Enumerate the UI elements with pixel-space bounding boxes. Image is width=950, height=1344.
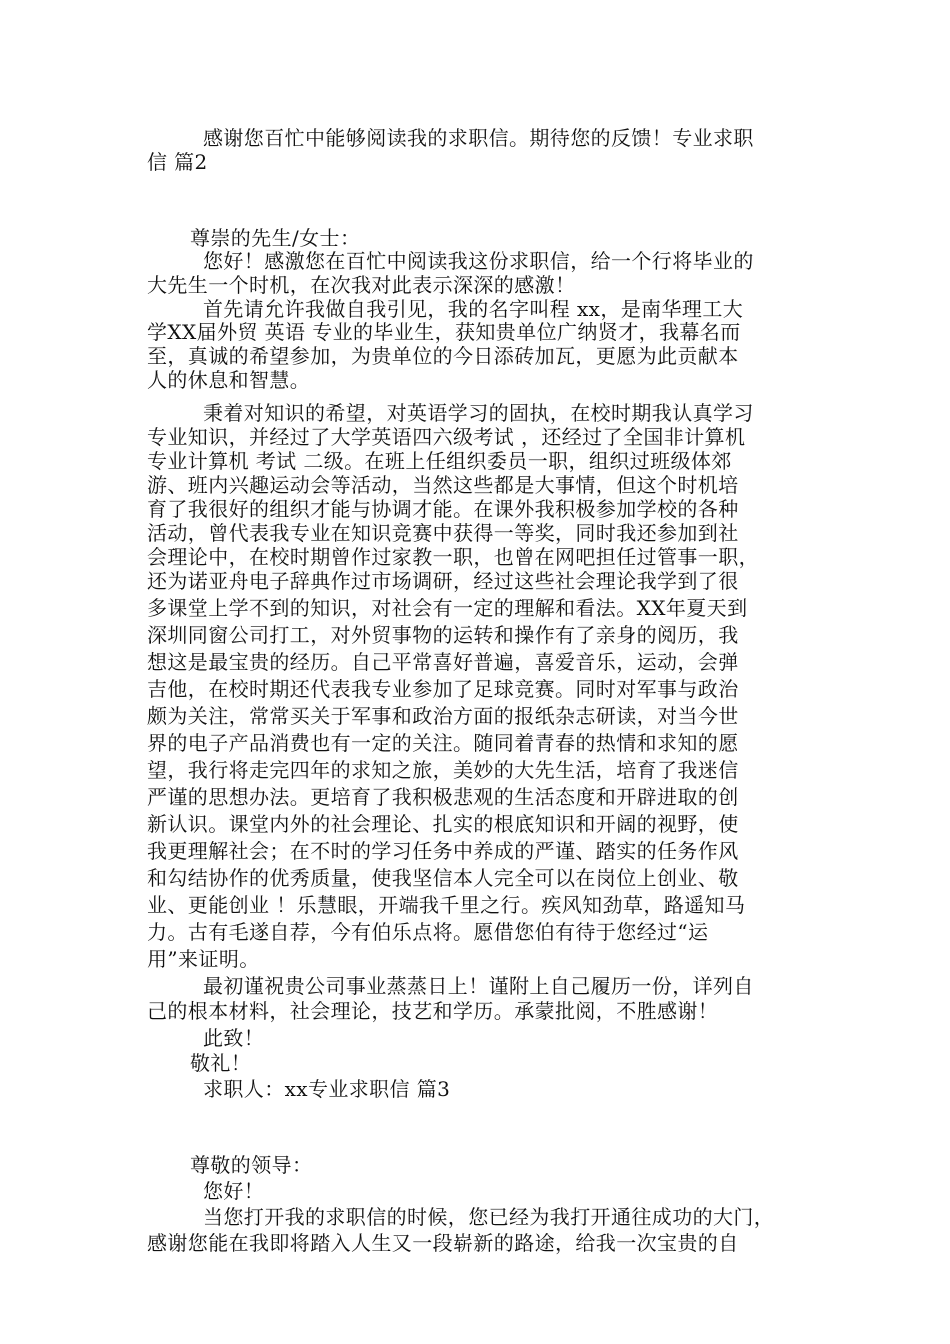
text-line: 己的根本材料，社会理论，技艺和学历。承蒙批阅，不胜感谢！: [147, 999, 719, 1023]
text-line: 当您打开我的求职信的时候，您已经为我打开通往成功的大门，: [203, 1205, 775, 1229]
text-line: 首先请允许我做自我引见，我的名字叫程 xx，是南华理工大: [203, 297, 744, 321]
text-line: 界的电子产品消费也有一定的关注。随同着青春的热情和求知的愿: [147, 731, 739, 755]
closing-line: 敬礼！: [190, 1051, 252, 1075]
text-line: 最初谨祝贵公司事业蒸蒸日上！谨附上自己履历一份，详列自: [203, 974, 754, 998]
text-line: 严谨的思想办法。更培育了我积极悲观的生活态度和开辟进取的创: [147, 785, 739, 809]
text-line: 望，我行将走完四年的求知之旅，美妙的大先生活，培育了我迷信: [147, 758, 739, 782]
text-line: 业、更能创业 ！乐慧眼，开端我千里之行。疾风知劲草，路遥知马: [147, 893, 746, 917]
text-line: 深圳同窗公司打工，对外贸事物的运转和操作有了亲身的阅历，我: [147, 623, 739, 647]
text-line: 会理论中，在校时期曾作过家教一职，也曾在网吧担任过管事一职，: [147, 545, 759, 569]
signature-line: 求职人：xx专业求职信 篇3: [203, 1077, 451, 1101]
text-line: 游、班内兴趣运动会等活动，当然这些都是大事情，但这个时机培: [147, 473, 739, 497]
text-line: 吉他，在校时期还代表我专业参加了足球竞赛。同时对军事与政治: [147, 677, 739, 701]
text-line: 新认识。课堂内外的社会理论、扎实的根底知识和开阔的视野，使: [147, 812, 739, 836]
text-line: 颇为关注，常常买关于军事和政治方面的报纸杂志研读，对当今世: [147, 704, 739, 728]
text-line: 学XX届外贸 英语 专业的毕业生，获知贵单位广纳贤才，我幕名而: [147, 320, 741, 344]
text-line: 感谢您能在我即将踏入人生又一段崭新的路途，给我一次宝贵的自: [147, 1231, 739, 1255]
text-line: 专业知识，并经过了大学英语四六级考试 ，还经过了全国非计算机: [147, 425, 746, 449]
text-line: 您好！感激您在百忙中阅读我这份求职信，给一个行将毕业的: [203, 249, 754, 273]
salutation: 尊崇的先生/女士：: [190, 226, 361, 250]
text-line: 人的休息和智慧。: [147, 368, 311, 392]
text-line: 专业计算机 考试 二级。在班上任组织委员一职，组织过班级体郊: [147, 449, 732, 473]
text-line: 我更理解社会；在不时的学习任务中养成的严谨、踏实的任务作风: [147, 839, 739, 863]
text-line: 用”来证明。: [147, 947, 260, 971]
text-line: 还为诺亚舟电子辞典作过市场调研，经过这些社会理论我学到了很: [147, 569, 739, 593]
text-line: 大先生一个时机，在次我对此表示深深的感激！: [147, 273, 576, 297]
text-line: 和勾结协作的优秀质量，使我坚信本人完全可以在岗位上创业、敬: [147, 866, 739, 890]
text-line: 感谢您百忙中能够阅读我的求职信。期待您的反馈！专业求职: [203, 126, 754, 150]
text-line: 您好！: [203, 1179, 265, 1203]
text-line: 多课堂上学不到的知识，对社会有一定的理解和看法。XX年夏天到: [147, 596, 748, 620]
text-line: 信 篇2: [147, 150, 208, 174]
closing-line: 此致！: [203, 1026, 265, 1050]
text-line: 活动，曾代表我专业在知识竞赛中获得一等奖，同时我还参加到社: [147, 521, 739, 545]
text-line: 力。古有毛遂自荐，今有伯乐点将。愿借您伯有待于您经过“运: [147, 920, 709, 944]
salutation: 尊敬的领导：: [190, 1153, 313, 1177]
text-line: 育了我很好的组织才能与协调才能。在课外我积极参加学校的各种: [147, 497, 739, 521]
text-line: 想这是最宝贵的经历。自己平常喜好普遍，喜爱音乐，运动，会弹: [147, 650, 739, 674]
text-line: 秉着对知识的希望，对英语学习的固执，在校时期我认真学习: [203, 401, 754, 425]
text-line: 至，真诚的希望参加，为贵单位的今日添砖加瓦，更愿为此贡献本: [147, 344, 739, 368]
